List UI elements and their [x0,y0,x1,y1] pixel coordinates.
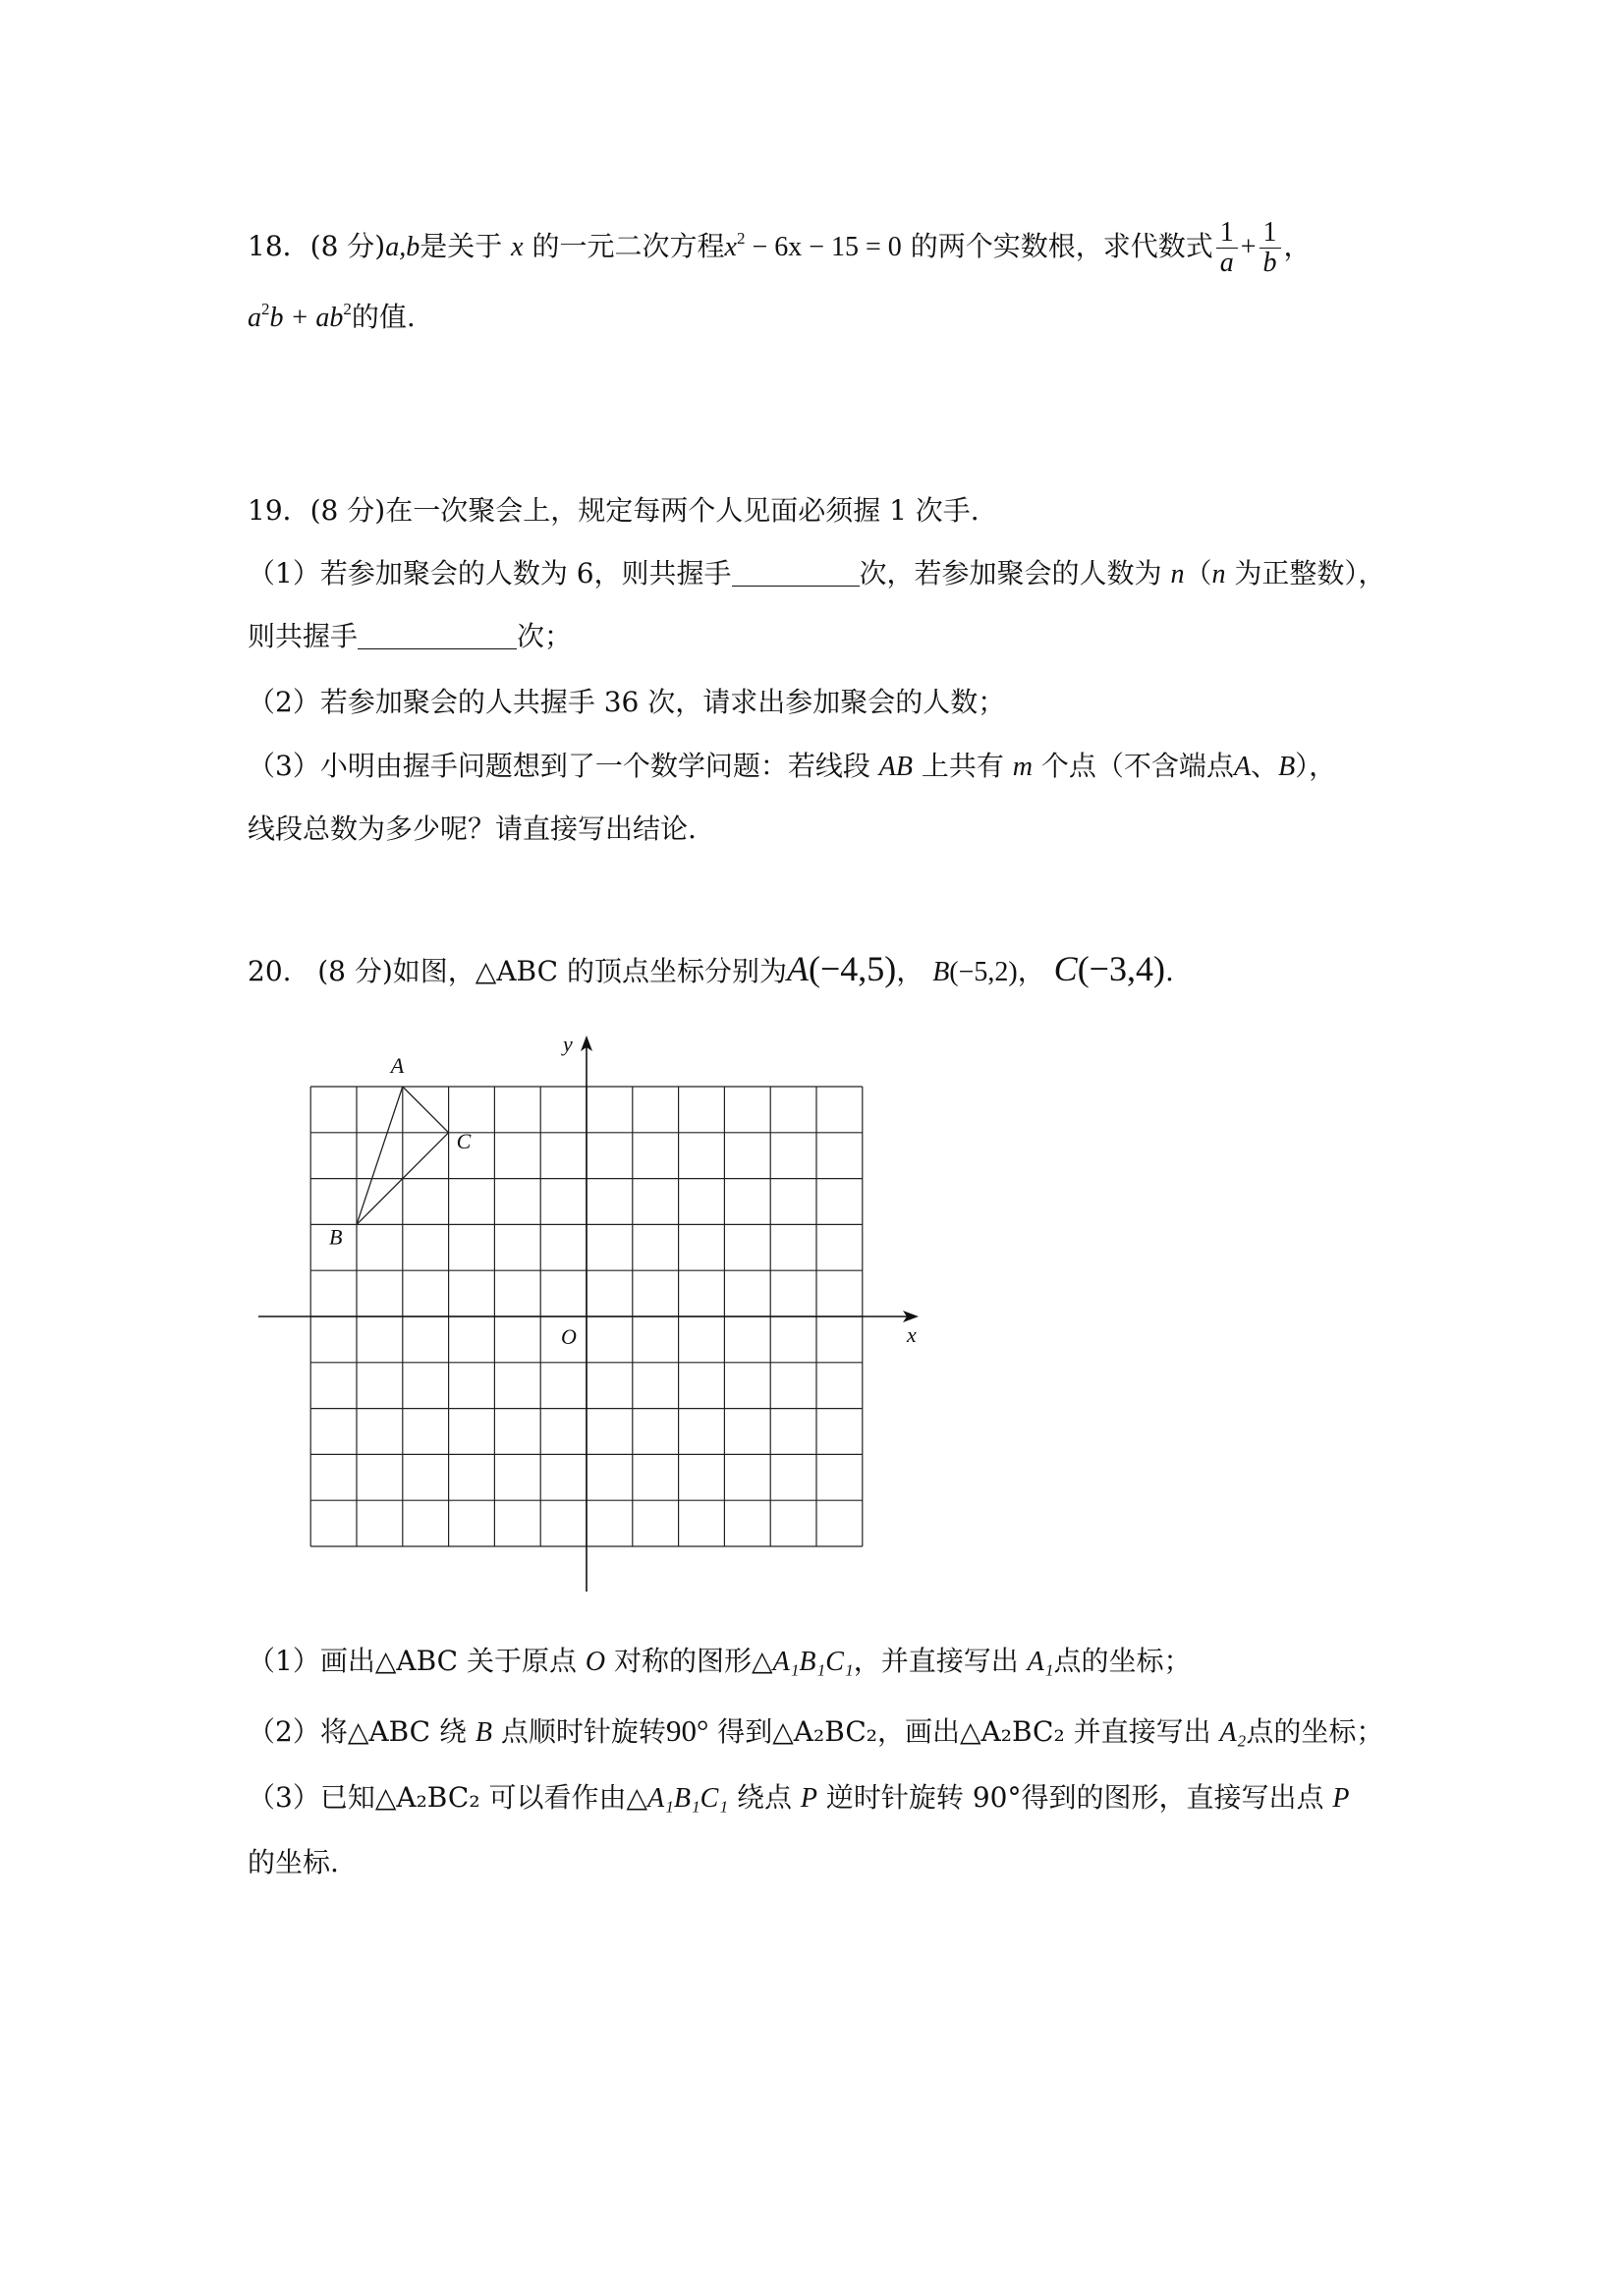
q18-eq-sq: 2 [736,229,746,248]
q18-ab: a,b [385,232,420,262]
q20-p2-a: （2）将△ABC 绕 [248,1715,467,1748]
q19-p1-b: 次，若参加聚会的人数为 [859,557,1162,589]
q19-n: n [1170,559,1185,589]
q19-part3-line1 [248,749,1336,785]
q20-sep1: ， [896,955,924,987]
q20-p1-c: ，并直接写出 [853,1645,1019,1677]
q20-header-text: (8 分)如图，△ABC 的顶点坐标分别为 [317,955,787,987]
q20-p3-c: 逆时针旋转 90°得到的图形，直接写出点 [825,1781,1324,1814]
q20-end: . [1164,955,1174,987]
q20-p2-deg: 90° [665,1713,709,1748]
q20-p1-a: （1）画出△ABC 关于原点 [248,1645,577,1677]
q20-p3-tri: A₁B₁C₁ [646,1783,729,1814]
q19-part3-line2: 线段总数为多少呢？请直接写出结论. [248,812,697,845]
q20-p2-B: B [475,1717,493,1748]
q18-expr-sq1: 2 [261,300,270,318]
q19-header: 19．(8 分)在一次聚会上，规定每两个人见面必须握 1 次手. [248,494,979,527]
q18-eq-rest: − 6x − 15 = 0 [745,232,902,262]
q18-frac-1 [1216,218,1238,278]
q18-text3: 的两个实数根，求代数式 [910,230,1213,262]
q20-part1 [248,1644,1191,1680]
q20-A-label: A [786,949,809,988]
q19-p3-d: 、 [1251,750,1279,782]
q19-p1-c: （ [1184,557,1212,589]
triangle-abc [329,1053,472,1249]
q20-p3-a: （3）已知△A₂BC₂ 可以看作由△ [248,1781,647,1814]
q20-C-label: C [1053,949,1078,988]
q18-plus: + [1240,232,1257,262]
q19-A: A [1233,752,1252,782]
q20-A-coord: (−4,5) [808,949,897,988]
q20-part3-line1 [248,1780,1349,1817]
q20-header [248,951,1174,990]
q20-p3-P2: P [1332,1783,1350,1814]
q20-p2-A2: A₂ [1219,1717,1247,1748]
q19-p3-e: ）， [1295,750,1337,782]
q20-C-coord: (−3,4) [1077,949,1165,988]
q19-AB: AB [878,752,913,782]
q19-p1-f: 次； [517,620,573,652]
q20-p3-b: 绕点 [736,1781,792,1814]
q18-eq-x: x [724,232,737,262]
q19-answer-blank-1[interactable] [732,558,860,587]
q18-line-1 [248,218,1312,278]
q20-p2-b: 点顺时针旋转 [500,1715,666,1748]
q18-comma: ， [1283,230,1312,262]
q20-B-label: B [932,957,950,987]
coordinate-figure [251,1032,938,1605]
q20-O: O [585,1647,606,1677]
q20-p2-d: 点的坐标； [1246,1715,1384,1748]
q19-part2: （2）若参加聚会的人共握手 36 次，请求出参加聚会的人数； [248,686,1006,718]
q20-number: 20. [248,955,292,987]
q19-part1-line2 [248,619,572,654]
q20-B-coord: (−5,2) [949,957,1018,987]
q19-p3-a: （3）小明由握手问题想到了一个数学问题：若线段 [248,750,870,782]
q18-text4: 的值. [351,301,416,333]
q19-m: m [1012,752,1034,782]
q19-answer-blank-2[interactable] [358,621,517,649]
q18-expr-sq2: 2 [343,300,352,318]
q19-p3-c: 个点（不含端点 [1040,750,1234,782]
q18-expr-a: a [248,303,261,333]
q18-score: (8 分) [309,230,386,262]
q20-part2 [248,1713,1383,1751]
point-label-A: A [390,1053,405,1078]
coordinate-grid [251,1032,938,1601]
q18-frac1-den: a [1219,248,1234,278]
x-axis-label: x [907,1322,917,1347]
q20-p1-tri: A₁B₁C₁ [772,1647,854,1677]
q19-p3-b: 上共有 [921,750,1004,782]
q18-text1: 是关于 [420,230,503,262]
q18-x: x [511,232,524,262]
point-label-C: C [456,1128,472,1153]
q20-p1-b: 对称的图形△ [614,1645,773,1677]
q19-p1-a: （1）若参加聚会的人数为 6，则共握手 [248,557,732,589]
point-label-B: B [329,1224,343,1250]
q19-B: B [1278,752,1296,782]
q20-p2-c: 得到△A₂BC₂，画出△A₂BC₂ 并直接写出 [717,1715,1211,1748]
q19-n2: n [1211,559,1226,589]
y-axis-label: y [563,1032,573,1056]
triangle-side-CA [403,1087,449,1133]
q18-frac2-den: b [1262,248,1277,278]
q18-expr-mid: b + ab [269,303,344,333]
q20-p3-P: P [800,1783,818,1814]
q18-line-2 [248,300,416,336]
q18-number: 18． [248,230,310,262]
q18-frac2-num: 1 [1259,218,1281,249]
q19-part1-line1 [248,556,1385,592]
q18-text2: 的一元二次方程 [532,230,725,262]
q19-p1-e: 则共握手 [248,620,359,652]
q20-p1-d: 点的坐标； [1053,1645,1192,1677]
q18-frac1-num: 1 [1216,218,1238,249]
triangle-side-AB [357,1087,403,1224]
q18-frac-2 [1259,218,1281,278]
origin-label: O [561,1324,577,1349]
q19-p1-d: 为正整数）， [1234,557,1386,589]
q20-sep2: ， [1017,955,1045,987]
q20-part3-line2: 的坐标. [248,1846,339,1878]
q20-p1-A1: A₁ [1027,1647,1054,1677]
